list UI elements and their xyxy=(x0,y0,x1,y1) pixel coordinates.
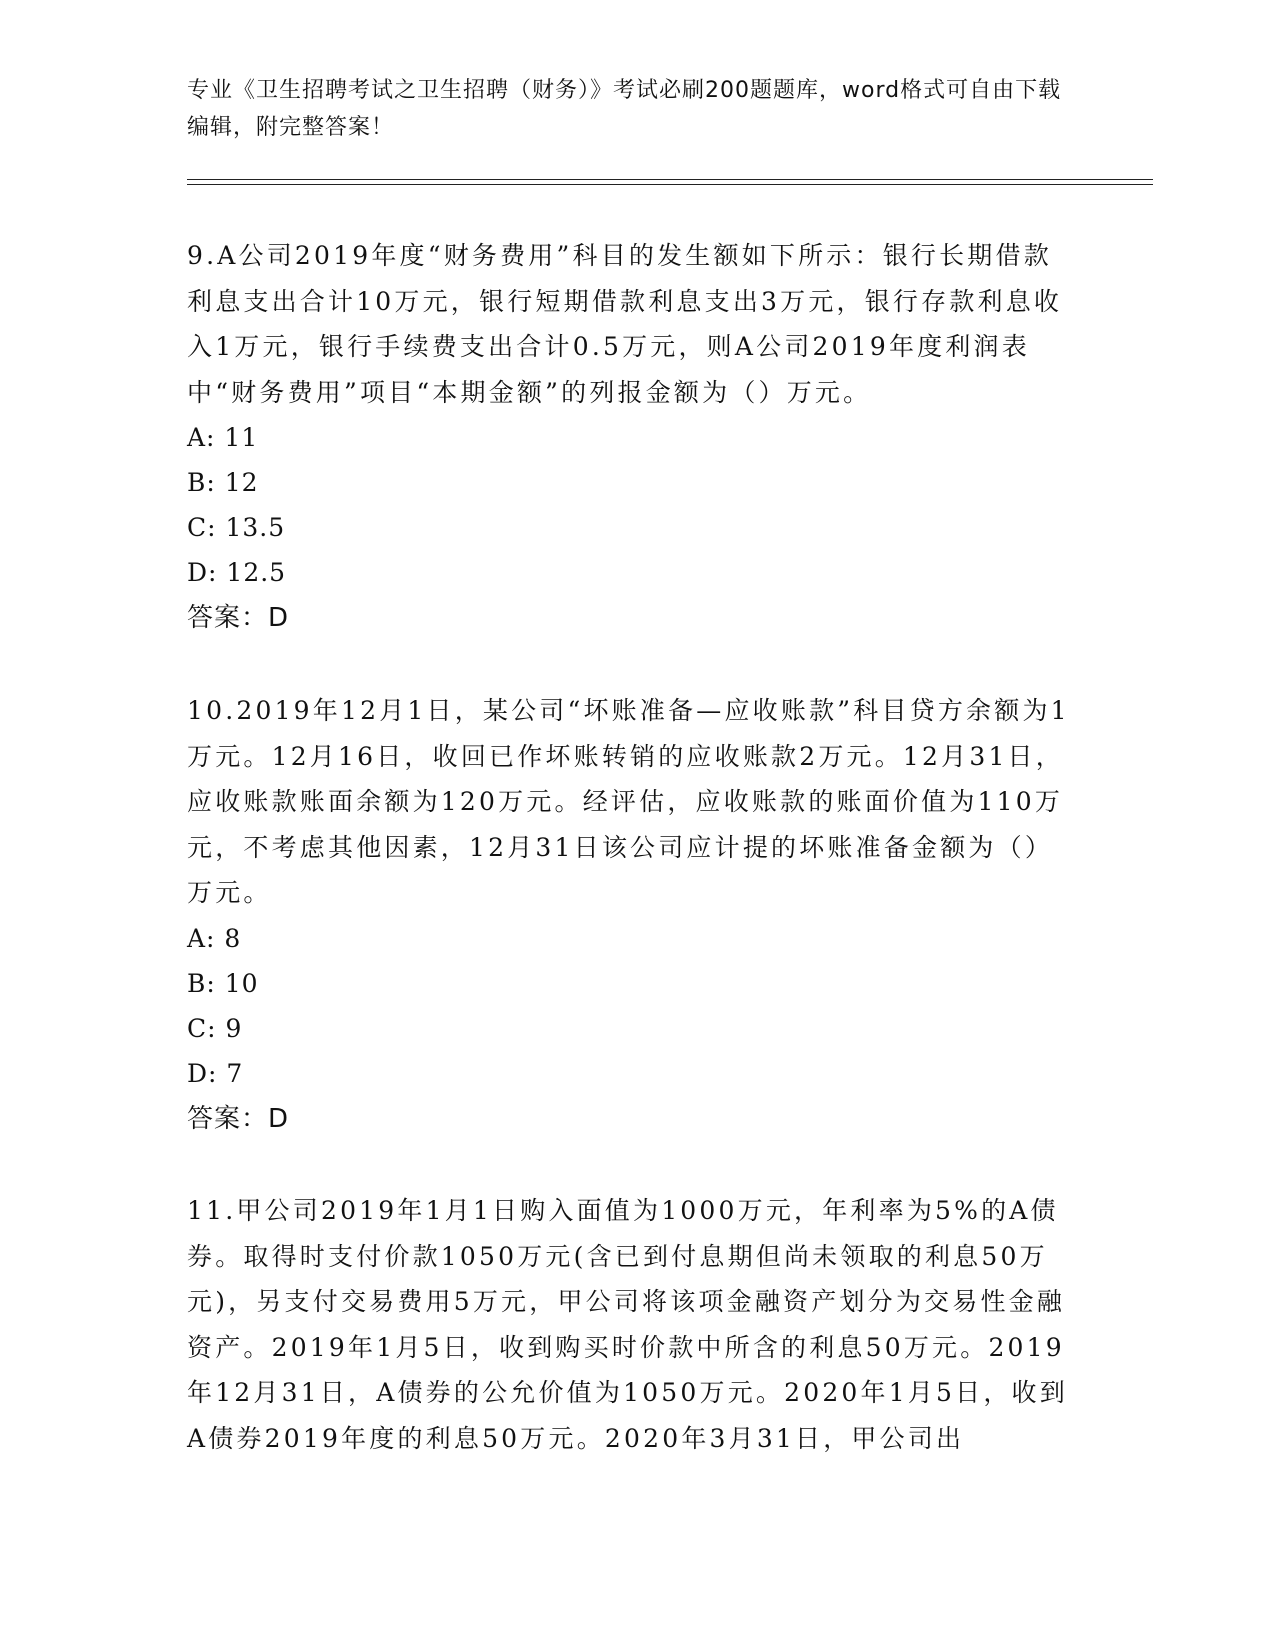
option-a: A: 8 xyxy=(187,923,242,953)
option-list xyxy=(187,415,1077,595)
answer-line: 答案：D xyxy=(187,1103,290,1134)
option-c: C: 13.5 xyxy=(187,513,286,542)
option-c: C: 9 xyxy=(187,1013,243,1043)
header-divider-bottom xyxy=(187,184,1153,185)
header-divider-top xyxy=(187,179,1153,180)
question-10 xyxy=(187,688,1077,1142)
option-b: B: 10 xyxy=(187,968,259,998)
question-9 xyxy=(187,233,1077,641)
option-d: D: 12.5 xyxy=(187,558,287,587)
answer-line: 答案：D xyxy=(187,603,290,633)
question-text: 9.A公司2019年度“财务费用”科目的发生额如下所示：银行长期借款利息支出合计10万元，银行短期借款利息支出3万元，银行存款利息收入1万元，银行手续费支出合计0.5万元，则A公司2019年度利润表中“财务费用”项目“本期金额”的列报金额为（）万元。 xyxy=(187,241,1063,407)
option-b: B: 12 xyxy=(187,468,259,497)
option-d: D: 7 xyxy=(187,1058,244,1088)
question-text: 11.甲公司2019年1月1日购入面值为1000万元，年利率为5%的A债券。取得时支付价款1050万元(含已到付息期但尚未领取的利息50万元)，另支付交易费用5万元，甲公司将该项金融资产划分为交易性金融资产。2019年1月5日，收到购买时价款中所含的利息50万元。2019年12月31日，A债券的公允价值为1050万元。2020年1月5日，收到A债券2019年度的利息50万元。2020年3月31日，甲公司出 xyxy=(187,1196,1068,1453)
option-a: A: 11 xyxy=(187,423,259,452)
question-text: 10.2019年12月1日，某公司“坏账准备—应收账款”科目贷方余额为1万元。12月16日，收回已作坏账转销的应收账款2万元。12月31日，应收账款账面余额为120万元。经评估，应收账款的账面价值为110万元，不考虑其他因素，12月31日该公司应计提的坏账准备金额为（）万元。 xyxy=(187,696,1070,907)
question-11 xyxy=(187,1188,1077,1461)
page-header: 专业《卫生招聘考试之卫生招聘（财务）》考试必刷200题题库，word格式可自由下载编辑，附完整答案！ xyxy=(187,78,1062,140)
option-list xyxy=(187,916,1077,1096)
